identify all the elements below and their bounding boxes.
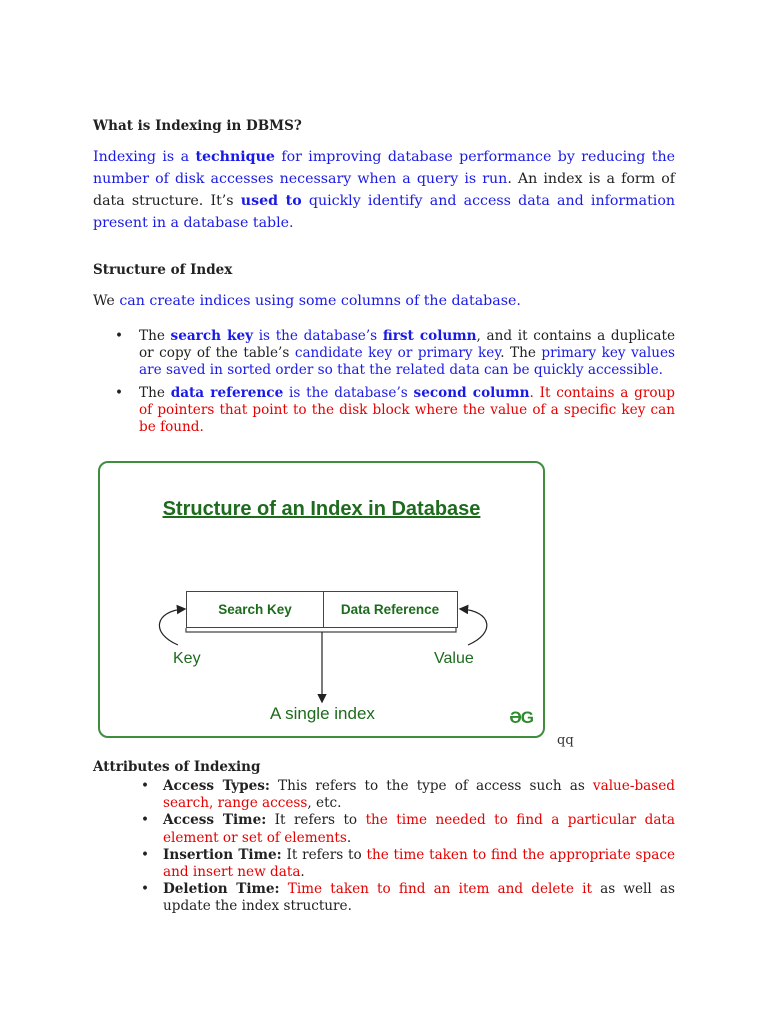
indices-sentence bbox=[93, 290, 675, 312]
bullet-search-key: • The search key is the database’s first column, and it contains a duplicate or copy of the table’s candidate key or primary key. The primary key values are saved in sorted order so that the related data can be quickly accessible. bbox=[115, 328, 676, 379]
bracket-line bbox=[186, 628, 456, 632]
attribute-deletion-time: • Deletion Time: Time taken to find an item and delete it as well as update the index structure. bbox=[141, 881, 675, 915]
structure-bullet-list bbox=[93, 328, 675, 436]
geeksforgeeks-logo: ƏG bbox=[509, 708, 533, 727]
attribute-access-time: • Access Time: It refers to the time needed to find a particular data element or set of elements. bbox=[141, 812, 675, 846]
heading-what-is-indexing: What is Indexing in DBMS? bbox=[93, 118, 302, 134]
heading-structure-of-index: Structure of Index bbox=[93, 262, 233, 278]
bullet-dot: • bbox=[141, 812, 150, 829]
search-key-cell: Search Key bbox=[187, 592, 324, 627]
intro-text-4: quickly identify and access data and information present in a database table. bbox=[93, 193, 675, 231]
key-label: Key bbox=[173, 650, 201, 667]
index-structure-diagram bbox=[98, 461, 545, 738]
indices-text-1: We bbox=[93, 293, 120, 309]
bullet-data-reference: • The data reference is the database’s second column. It contains a group of pointers that point to the disk block where the value of a specific key can be found. bbox=[115, 384, 675, 436]
stray-text-qq: qq bbox=[557, 733, 574, 748]
single-index-label: A single index bbox=[270, 704, 375, 723]
intro-text-3: . An index is a form of data structure. It’s bbox=[93, 171, 676, 209]
bullet-dot: • bbox=[115, 328, 124, 344]
bullet-dot: • bbox=[141, 778, 150, 794]
attribute-access-types: • Access Types: This refers to the type of access such as value-based search, range access, etc. bbox=[141, 778, 675, 812]
intro-used-to: used to bbox=[240, 193, 302, 209]
attribute-insertion-time: • Insertion Time: It refers to the time taken to find the appropriate space and insert new data. bbox=[141, 846, 675, 881]
intro-paragraph bbox=[93, 146, 675, 234]
intro-technique: technique bbox=[195, 149, 275, 165]
bullet-dot: • bbox=[141, 846, 150, 863]
value-arrow bbox=[461, 609, 487, 645]
value-label: Value bbox=[434, 650, 474, 667]
bullet-dot: • bbox=[141, 881, 150, 898]
intro-text-2: for improving database performance by reducing the number of disk accesses necessary when a query is run bbox=[93, 149, 675, 187]
data-reference-cell: Data Reference bbox=[340, 602, 440, 617]
diagram-connectors bbox=[100, 463, 543, 736]
intro-text-1: Indexing is a bbox=[93, 149, 196, 165]
key-arrow bbox=[159, 609, 184, 645]
diagram-title: Structure of an Index in Database bbox=[162, 498, 481, 520]
indices-text-2: can create indices using some columns of the database. bbox=[119, 293, 521, 309]
bullet-dot: • bbox=[115, 384, 124, 401]
heading-attributes-of-indexing: Attributes of Indexing bbox=[93, 759, 261, 775]
attributes-list bbox=[93, 778, 675, 916]
